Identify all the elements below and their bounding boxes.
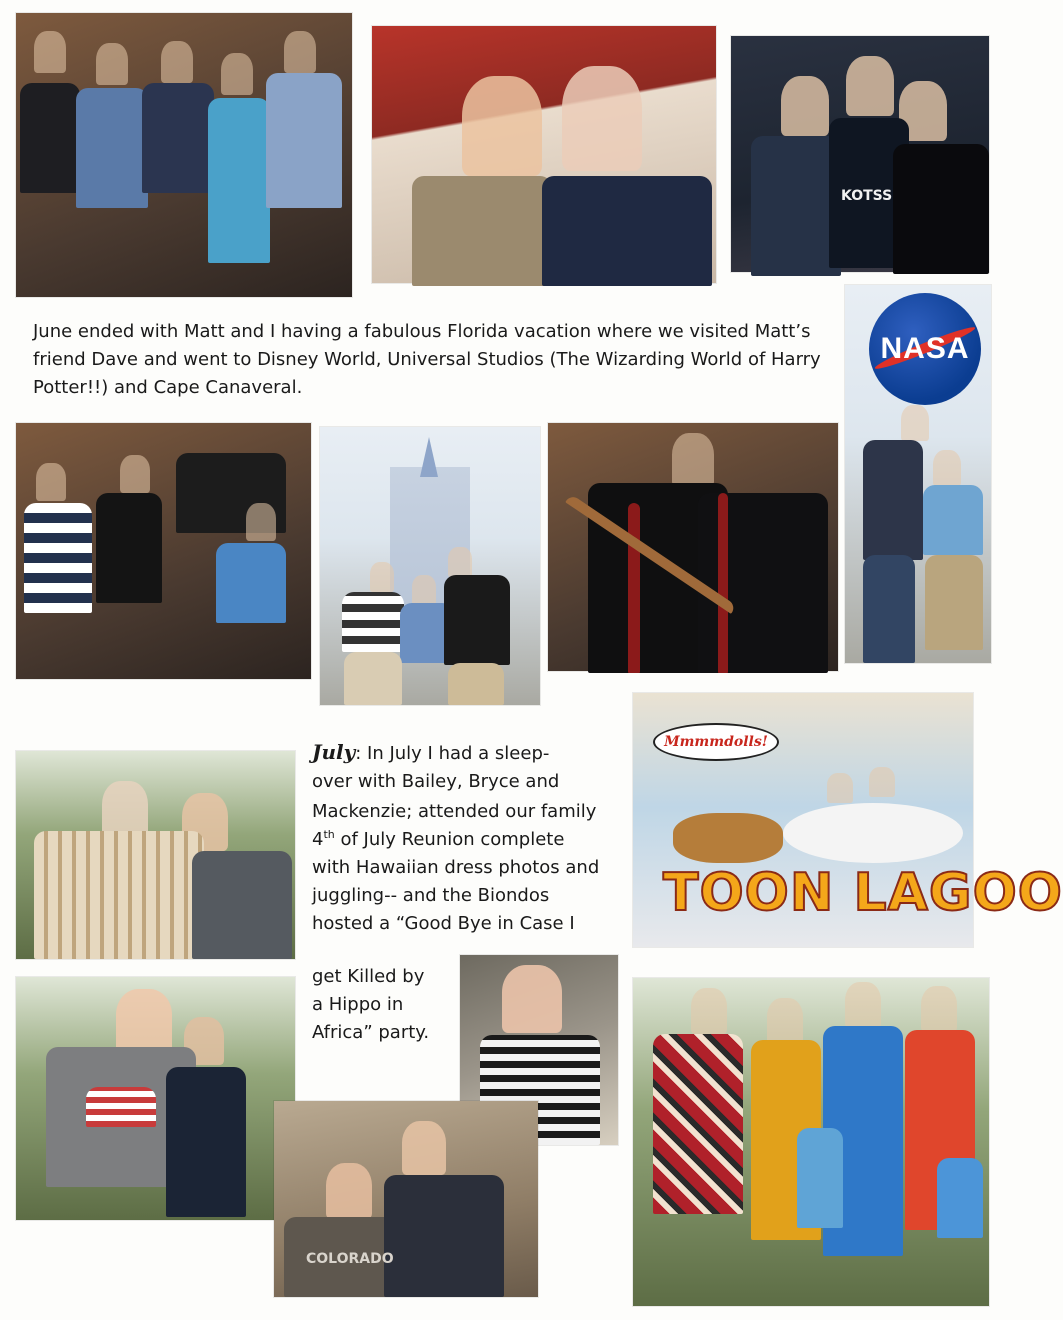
july-line-3: Mackenzie; attended our family	[312, 801, 597, 822]
photo-two-women-diner	[372, 26, 716, 283]
july-line-1: July: In July I had a sleep-	[312, 740, 550, 764]
nasa-logo	[869, 293, 981, 405]
july-line-4: 4th of July Reunion complete	[312, 828, 565, 850]
june-caption: June ended with Matt and I having a fabulous Florida vacation where we visited Matt’s friend Dave and went to Disney World, Universal Studios (The Wizarding World of Harry Potter!!) and Cape Canaveral.	[33, 321, 821, 398]
photo-three-women-night	[731, 36, 989, 272]
july-line-7: hosted a “Good Bye in Case I	[312, 913, 575, 934]
photo-nasa-sign	[845, 285, 991, 663]
photo-group-of-five	[16, 13, 352, 297]
photo-cinderella-castle	[320, 427, 540, 705]
july-caption	[312, 738, 632, 938]
photo-two-men	[274, 1101, 538, 1297]
speech-bubble: Mmmmdolls!	[653, 723, 779, 761]
photo-toon-lagoon	[633, 693, 1063, 947]
july-line-2: over with Bailey, Bryce and	[312, 771, 560, 792]
july-heading: July	[312, 740, 356, 764]
july-line-5: with Hawaiian dress photos and	[312, 857, 600, 878]
july-line-10: Africa” party.	[312, 1022, 430, 1043]
july-line-8: get Killed by	[312, 966, 425, 987]
nasa-logo-text: NASA	[880, 332, 970, 365]
photo-pirates-swords	[16, 423, 311, 679]
photo-wizard-robes	[548, 423, 838, 671]
july-line-6: juggling-- and the Biondos	[312, 885, 550, 906]
photo-woman-with-boy	[16, 977, 295, 1220]
colorado-shirt-text: COLORADO	[306, 1251, 394, 1267]
toon-lagoon-sign: TOON LAGOO	[663, 863, 1063, 923]
photo-hawaiian-dresses	[633, 978, 989, 1306]
july-line-9: a Hippo in	[312, 994, 404, 1015]
july-caption-continued	[312, 963, 462, 1047]
shirt-text: KOTSS	[841, 188, 893, 204]
photo-grandmother	[16, 751, 295, 959]
